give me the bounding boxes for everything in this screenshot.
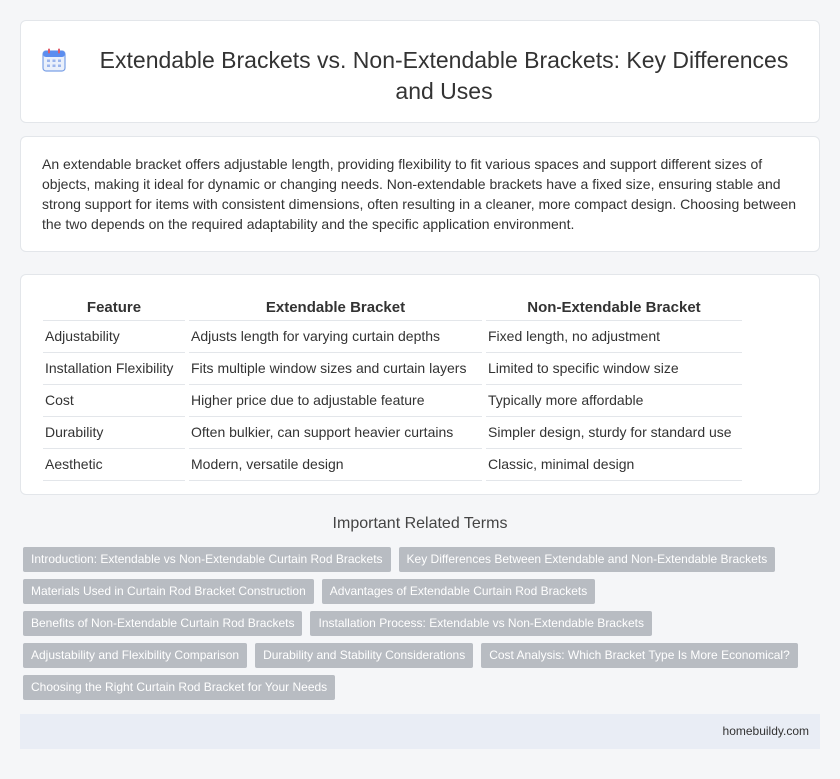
related-term-tag[interactable]: Advantages of Extendable Curtain Rod Brackets	[322, 579, 595, 604]
page-title: Extendable Brackets vs. Non-Extendable Brackets: Key Differences and Uses	[99, 47, 789, 104]
related-terms-tags	[23, 547, 823, 707]
related-term-tag[interactable]: Materials Used in Curtain Rod Bracket Construction	[23, 579, 314, 604]
tag-row	[23, 675, 823, 700]
related-term-tag[interactable]: Benefits of Non-Extendable Curtain Rod Brackets	[23, 611, 302, 636]
table-row	[43, 353, 742, 385]
related-term-tag[interactable]: Introduction: Extendable vs Non-Extendable Curtain Rod Brackets	[23, 547, 391, 572]
related-term-tag[interactable]: Choosing the Right Curtain Rod Bracket for Your Needs	[23, 675, 335, 700]
table-header-row	[43, 294, 742, 321]
table-cell: Often bulkier, can support heavier curtains	[189, 417, 482, 449]
table-row	[43, 449, 742, 481]
table-cell: Higher price due to adjustable feature	[189, 385, 482, 417]
table-cell: Cost	[43, 385, 185, 417]
table-row	[43, 385, 742, 417]
table-cell: Fits multiple window sizes and curtain layers	[189, 353, 482, 385]
related-term-tag[interactable]: Key Differences Between Extendable and Non-Extendable Brackets	[399, 547, 776, 572]
tag-row	[23, 611, 823, 636]
table-cell: Aesthetic	[43, 449, 185, 481]
related-terms-title: Important Related Terms	[332, 515, 508, 532]
table-cell: Adjustability	[43, 321, 185, 353]
footer	[20, 714, 820, 749]
table-cell: Adjusts length for varying curtain depths	[189, 321, 482, 353]
tag-row	[23, 579, 823, 604]
table-cell: Installation Flexibility	[43, 353, 185, 385]
related-term-tag[interactable]: Installation Process: Extendable vs Non-Extendable Brackets	[310, 611, 652, 636]
table-cell: Typically more affordable	[486, 385, 742, 417]
header-non-extendable: Non-Extendable Bracket	[486, 294, 742, 321]
header-extendable: Extendable Bracket	[189, 294, 482, 321]
tag-row	[23, 643, 823, 668]
table-cell: Durability	[43, 417, 185, 449]
tag-row	[23, 547, 823, 572]
table-row	[43, 417, 742, 449]
intro-card	[20, 136, 820, 252]
related-term-tag[interactable]: Adjustability and Flexibility Comparison	[23, 643, 247, 668]
header-card	[20, 20, 820, 123]
table-cell: Fixed length, no adjustment	[486, 321, 742, 353]
table-cell: Classic, minimal design	[486, 449, 742, 481]
comparison-table	[39, 294, 746, 481]
table-row	[43, 321, 742, 353]
table-cell: Simpler design, sturdy for standard use	[486, 417, 742, 449]
table-cell: Modern, versatile design	[189, 449, 482, 481]
related-term-tag[interactable]: Cost Analysis: Which Bracket Type Is More Economical?	[481, 643, 798, 668]
calendar-icon	[41, 47, 67, 73]
footer-site-name: homebuildy.com	[722, 724, 809, 738]
table-cell: Limited to specific window size	[486, 353, 742, 385]
comparison-card	[20, 274, 820, 495]
intro-paragraph: An extendable bracket offers adjustable length, providing flexibility to fit various spaces and support different sizes of objects, making it ideal for dynamic or changing needs. Non-extendable brackets have a fixed size, ensuring stable and strong support for items with consistent dimensions, often resulting in a cleaner, more compact design. Choosing between the two depends on the required adaptability and the specific application environment.	[42, 156, 797, 232]
header-feature: Feature	[43, 294, 185, 321]
related-term-tag[interactable]: Durability and Stability Considerations	[255, 643, 473, 668]
